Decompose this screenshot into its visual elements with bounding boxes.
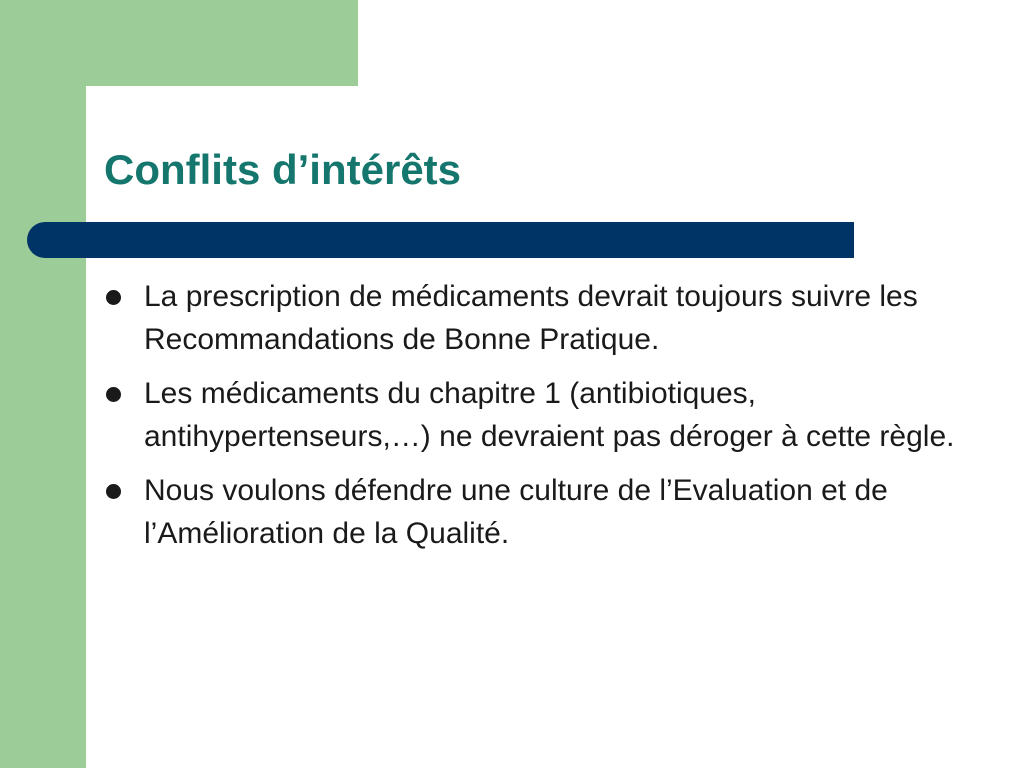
decorative-green-band-top	[86, 0, 358, 86]
bullet-text: La prescription de médicaments devrait toujours suivre les Recommandations de Bonne Pratique.	[144, 280, 918, 356]
bullet-text: Les médicaments du chapitre 1 (antibiotiques, antihypertenseurs,…) ne devraient pas déroger à cette règle.	[144, 377, 955, 453]
title-underline-bar	[27, 222, 854, 258]
bullet-dot-icon	[106, 484, 121, 499]
bullet-text: Nous voulons défendre une culture de l’Evaluation et de l’Amélioration de la Qualité.	[144, 474, 888, 550]
decorative-green-band-left	[0, 0, 86, 768]
bullet-item	[106, 275, 986, 361]
bullet-item	[106, 372, 986, 458]
bullet-dot-icon	[106, 387, 121, 402]
slide-title: Conflits d’intérêts	[104, 146, 462, 193]
bullet-item	[106, 469, 986, 555]
bullet-list	[106, 275, 986, 566]
bullet-dot-icon	[106, 290, 121, 305]
